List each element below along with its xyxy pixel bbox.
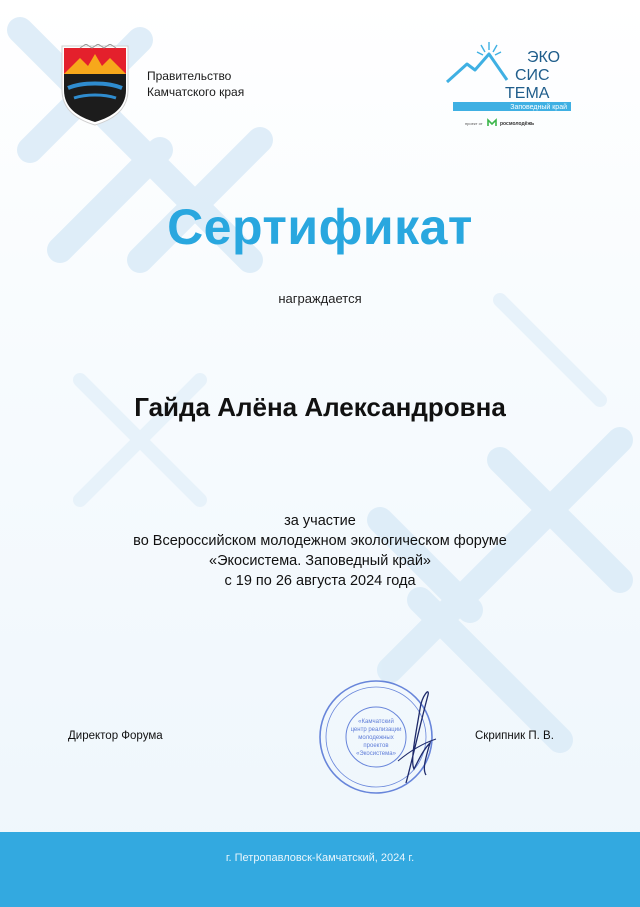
mountains-icon (447, 54, 507, 82)
stamp-line-3: молодежных (358, 735, 394, 741)
government-name (147, 68, 244, 100)
footer-band (0, 832, 640, 907)
description-line-3: «Экосистема. Заповедный край» (209, 553, 431, 569)
stamp-line-5: «Экосистема» (356, 751, 396, 757)
awarded-label: награждается (278, 291, 362, 306)
project-of-label: проект от (465, 121, 483, 126)
kamchatka-coat-of-arms-icon (60, 44, 130, 126)
partner-name: росмолодёжь (500, 121, 535, 127)
government-line-2: Камчатского края (147, 85, 245, 99)
description-line-4: с 19 по 26 августа 2024 года (224, 573, 416, 589)
certificate-description (60, 511, 580, 591)
logo-line-1: ЭКО (527, 49, 561, 66)
ecosystem-forum-logo (445, 40, 575, 132)
description-line-1: за участие (284, 513, 356, 529)
organization-stamp (310, 665, 450, 805)
footer-place-date: г. Петропавловск-Камчатский, 2024 г. (225, 852, 415, 864)
signer-name: Скрипник П. В. (475, 730, 554, 742)
logo-line-2: СИС (515, 67, 550, 84)
logo-subtitle: Заповедный край (510, 104, 567, 111)
certificate-title: Сертификат (167, 199, 473, 255)
logo-line-3: ТЕМА (505, 85, 550, 102)
stamp-line-1: «Камчатский (358, 719, 394, 725)
rosmolodezh-icon (488, 120, 496, 126)
stamp-line-2: центр реализации (350, 727, 402, 733)
government-line-1: Правительство (147, 69, 232, 83)
director-role: Директор Форума (68, 730, 163, 742)
recipient-name: Гайда Алёна Александровна (134, 392, 506, 422)
description-line-2: во Всероссийском молодежном экологическом форуме (133, 533, 507, 549)
signature-mark (406, 692, 430, 783)
stamp-line-4: проектов (363, 743, 389, 749)
